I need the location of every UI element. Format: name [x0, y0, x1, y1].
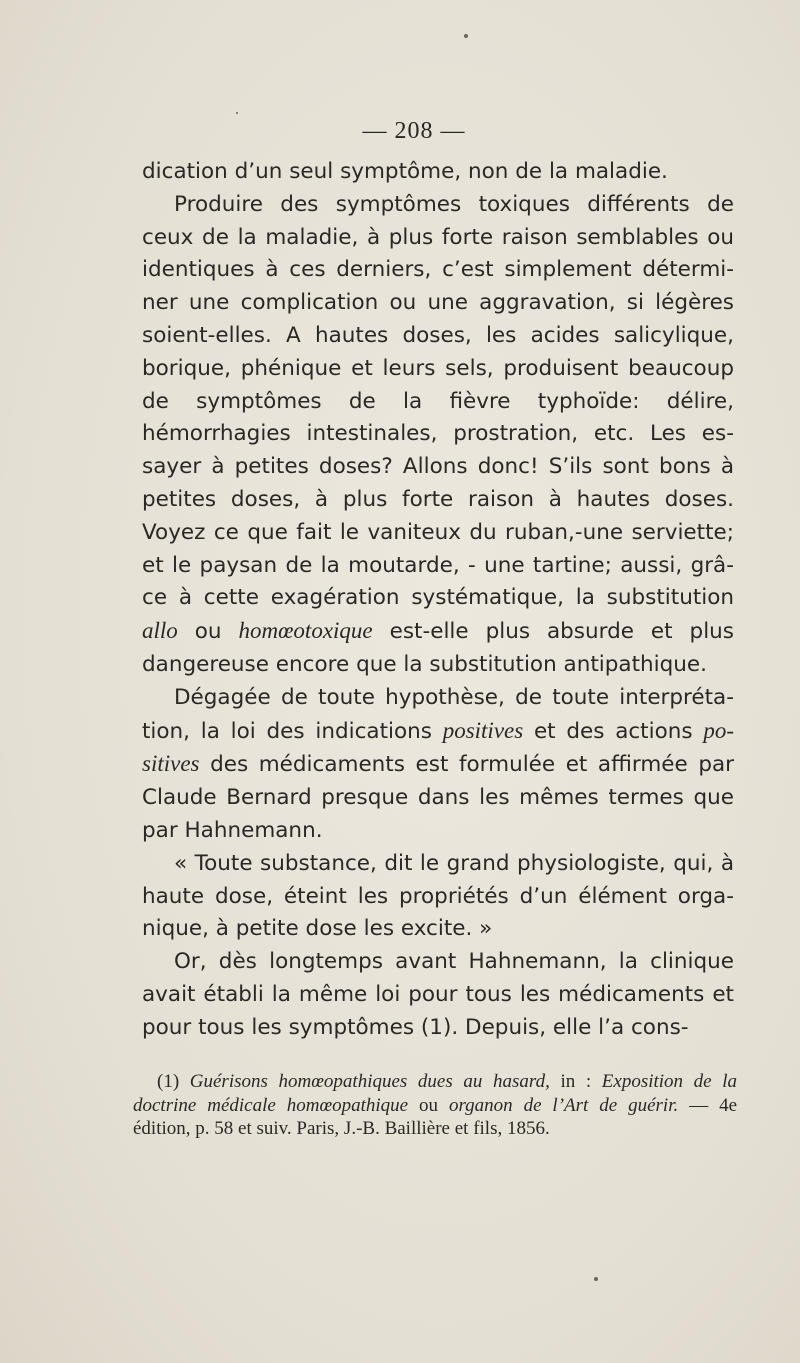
- body-text: [142, 156, 734, 1045]
- text-run: des médicaments est formulée et affirmée par Claude Bernard presque dans les mêmes termes que par Hahnemann.: [142, 752, 734, 843]
- text-run: ou: [177, 619, 239, 645]
- paper-speck: [464, 34, 468, 38]
- paper-speck: [236, 112, 238, 114]
- italic-text: organon de l’Art de guérir.: [448, 1094, 679, 1116]
- text-run: ou: [408, 1094, 449, 1116]
- paragraph: [142, 156, 734, 189]
- text-run: et des actions: [523, 718, 704, 744]
- italic-text: Exposition de la doctrine médicale homœopathique: [133, 1071, 738, 1116]
- text-run: in :: [549, 1071, 602, 1092]
- footnote-text: [133, 1070, 737, 1141]
- text-run: Produire des symptômes toxiques différents de ceux de la maladie, à plus forte raison semblables ou identiques à ces derniers, c’est simplement déterminer une complication ou une aggravation, si légères soient-elles. A hautes doses, les acides salicylique, borique, phénique et leurs sels, produisent beaucoup de symptômes de la fièvre typhoïde: délire, hémorrhagies intestinales, prostration, etc. Les essayer à petites doses? Allons donc! S’ils sont bons à petites doses, à plus forte raison à hautes doses. Voyez ce que fait le vaniteux du ruban,-une serviette; et le paysan de la moutarde, - une tartine; aussi, grâce à cette exagération systématique, la substitution: [142, 191, 734, 611]
- paragraph: [142, 946, 734, 1044]
- footnote: [133, 1070, 737, 1141]
- text-run: dication d’un seul symptôme, non de la maladie.: [142, 159, 668, 184]
- italic-text: positives: [142, 717, 734, 777]
- italic-text: allo: [142, 618, 178, 644]
- paragraph: [142, 189, 734, 682]
- page-number: — 208 —: [362, 118, 466, 144]
- italic-text: positives: [442, 717, 524, 743]
- text-run: Dégagée de toute hypothèse, de toute interprétation, la loi des indications: [142, 684, 734, 744]
- text-run: — 4e édition, p. 58 et suiv. Paris, J.-B. Baillière et fils, 1856.: [133, 1094, 738, 1139]
- text-run: « Toute substance, dit le grand physiologiste, qui, à haute dose, éteint les propriétés d’un élément organique, à petite dose les excite. »: [142, 850, 734, 942]
- italic-text: Guérisons homœopathiques dues au hasard,: [189, 1071, 550, 1092]
- paragraph: [142, 848, 734, 946]
- text-run: Or, dès longtemps avant Hahnemann, la clinique avait établi la même loi pour tous les médicaments et pour tous les symptômes (1). Depuis, elle l’a cons-: [142, 949, 734, 1040]
- paragraph: [142, 682, 734, 848]
- text-run: est-elle plus absurde et plus dangereuse encore que la substitution antipathique.: [142, 619, 734, 677]
- text-run: (1): [157, 1071, 190, 1092]
- italic-text: homœotoxique: [238, 618, 373, 644]
- paper-speck: [594, 1277, 598, 1281]
